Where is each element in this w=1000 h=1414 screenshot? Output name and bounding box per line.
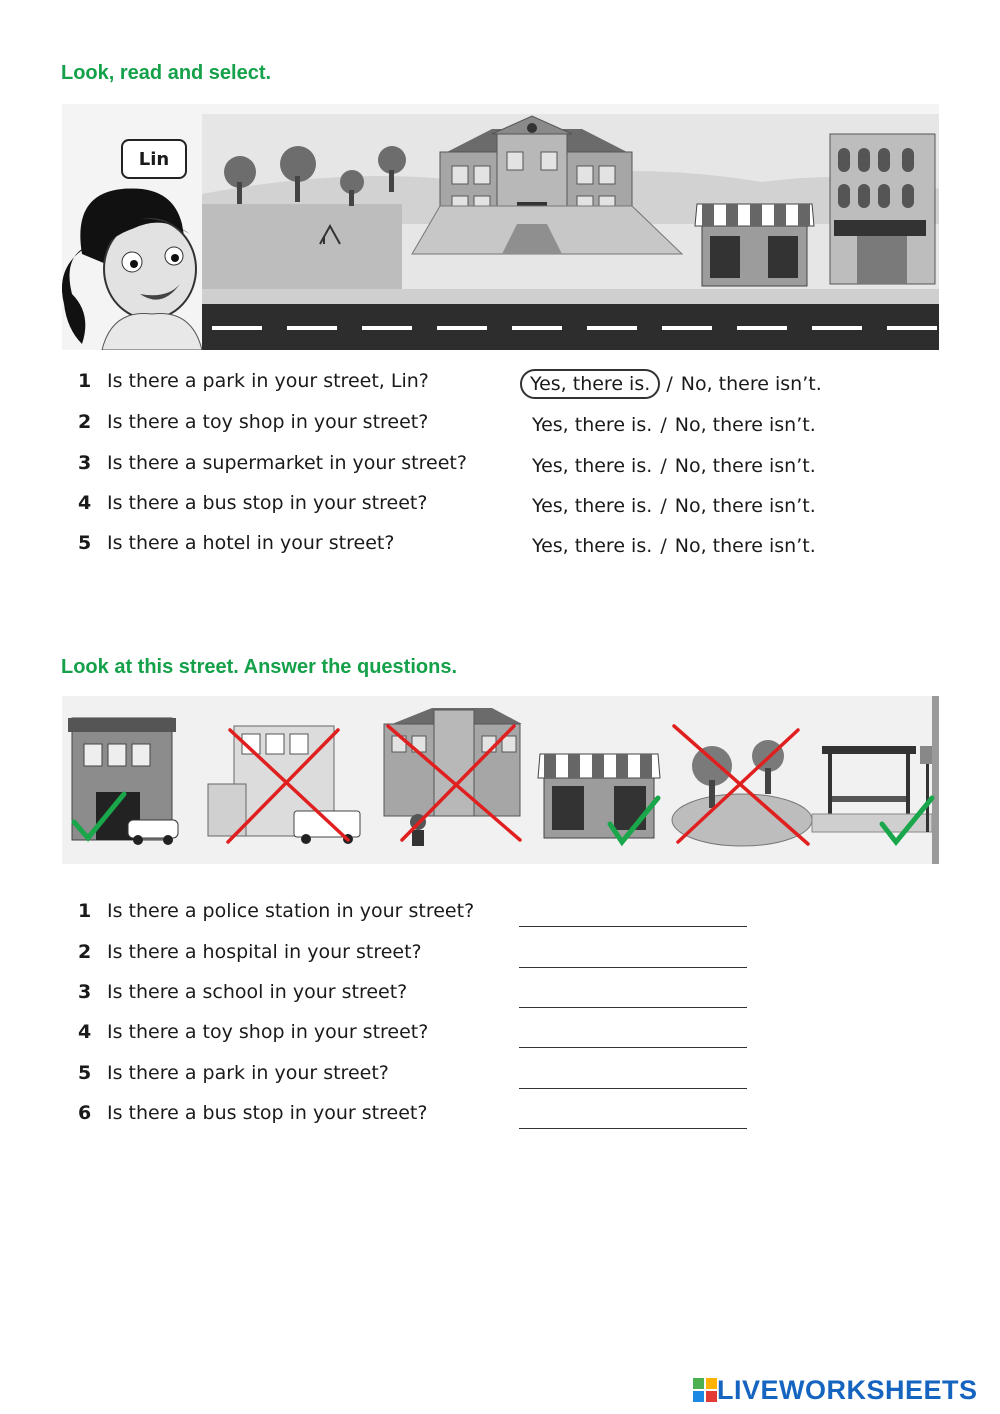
logo-text: LIVEWORKSHEETS bbox=[717, 1374, 978, 1405]
liveworksheets-logo bbox=[693, 1375, 978, 1405]
option-separator: / bbox=[654, 455, 673, 477]
question-row-3 bbox=[78, 452, 838, 486]
answer-input-6[interactable] bbox=[519, 1102, 747, 1129]
section1-heading: Look, read and select. bbox=[61, 62, 272, 84]
question-number: 1 bbox=[78, 900, 92, 922]
option-separator: / bbox=[660, 373, 679, 395]
question-number: 3 bbox=[78, 452, 92, 474]
street-pictures-strip bbox=[62, 696, 939, 864]
question-text: Is there a school in your street? bbox=[107, 981, 408, 1003]
question-row-2 bbox=[78, 411, 838, 445]
hotel-building bbox=[830, 134, 935, 284]
option-yes[interactable]: Yes, there is. bbox=[520, 369, 660, 399]
answer-options bbox=[530, 495, 818, 517]
toy-shop-building bbox=[695, 204, 814, 286]
question2-row-2 bbox=[78, 941, 758, 975]
lin-name-label: Lin bbox=[121, 139, 187, 179]
option-no[interactable]: No, there isn’t. bbox=[680, 373, 822, 395]
question-number: 2 bbox=[78, 941, 92, 963]
question-number: 4 bbox=[78, 1021, 92, 1043]
option-no[interactable]: No, there isn’t. bbox=[674, 414, 816, 436]
answer-input-3[interactable] bbox=[519, 981, 747, 1008]
question-text: Is there a supermarket in your street? bbox=[107, 452, 467, 474]
answer-options bbox=[530, 535, 818, 557]
liveworksheets-logo-icon bbox=[693, 1378, 717, 1402]
option-separator: / bbox=[654, 495, 673, 517]
answer-options bbox=[530, 414, 818, 436]
question-row-5 bbox=[78, 532, 838, 566]
answer-input-5[interactable] bbox=[519, 1062, 747, 1089]
option-no[interactable]: No, there isn’t. bbox=[674, 455, 816, 477]
option-yes[interactable]: Yes, there is. bbox=[532, 495, 653, 517]
question2-row-6 bbox=[78, 1102, 758, 1136]
question-text: Is there a toy shop in your street? bbox=[107, 411, 429, 433]
question2-row-5 bbox=[78, 1062, 758, 1096]
question-text: Is there a park in your street? bbox=[107, 1062, 389, 1084]
answer-options bbox=[530, 373, 824, 395]
answer-options bbox=[530, 455, 818, 477]
option-yes[interactable]: Yes, there is. bbox=[532, 414, 653, 436]
option-no[interactable]: No, there isn’t. bbox=[674, 495, 816, 517]
answer-input-2[interactable] bbox=[519, 941, 747, 968]
option-separator: / bbox=[654, 414, 673, 436]
question-text: Is there a toy shop in your street? bbox=[107, 1021, 429, 1043]
question-number: 1 bbox=[78, 370, 92, 392]
section2-heading: Look at this street. Answer the questions. bbox=[61, 656, 457, 678]
question-text: Is there a hotel in your street? bbox=[107, 532, 395, 554]
question-row-1 bbox=[78, 370, 838, 404]
question-number: 5 bbox=[78, 532, 92, 554]
answer-input-1[interactable] bbox=[519, 900, 747, 927]
question-number: 2 bbox=[78, 411, 92, 433]
question-row-4 bbox=[78, 492, 838, 526]
option-yes[interactable]: Yes, there is. bbox=[532, 455, 653, 477]
question-text: Is there a park in your street, Lin? bbox=[107, 370, 429, 392]
question-text: Is there a police station in your street? bbox=[107, 900, 475, 922]
question-number: 3 bbox=[78, 981, 92, 1003]
option-yes[interactable]: Yes, there is. bbox=[532, 535, 653, 557]
question-number: 5 bbox=[78, 1062, 92, 1084]
answer-input-4[interactable] bbox=[519, 1021, 747, 1048]
question-text: Is there a bus stop in your street? bbox=[107, 492, 428, 514]
question-text: Is there a hospital in your street? bbox=[107, 941, 422, 963]
question-number: 6 bbox=[78, 1102, 92, 1124]
question2-row-3 bbox=[78, 981, 758, 1015]
question-text: Is there a bus stop in your street? bbox=[107, 1102, 428, 1124]
option-no[interactable]: No, there isn’t. bbox=[674, 535, 816, 557]
option-separator: / bbox=[654, 535, 673, 557]
question2-row-4 bbox=[78, 1021, 758, 1055]
question2-row-1 bbox=[78, 900, 758, 934]
police-station-picture bbox=[68, 718, 178, 845]
question-number: 4 bbox=[78, 492, 92, 514]
street-scene-illustration bbox=[62, 104, 939, 350]
toy-shop-picture bbox=[538, 754, 660, 838]
